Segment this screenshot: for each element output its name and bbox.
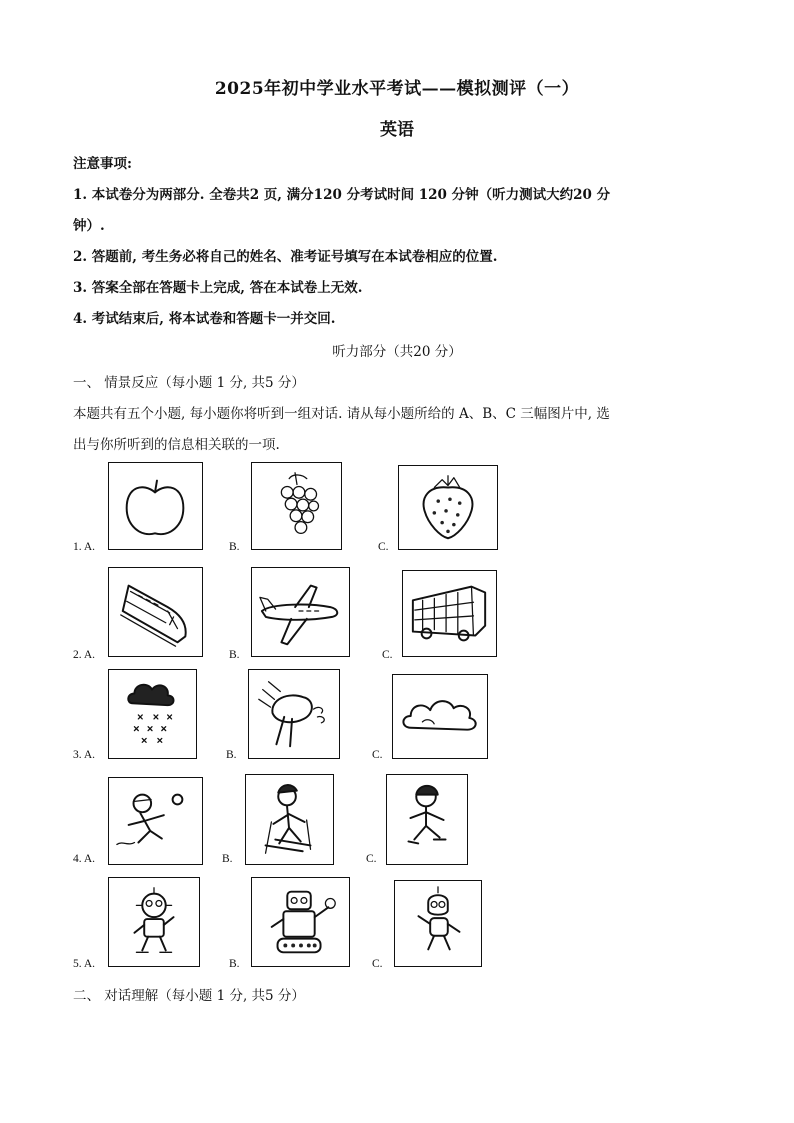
q3-b-label: B. bbox=[226, 749, 237, 761]
q4-b-label: B. bbox=[222, 853, 233, 865]
q1-a-picture[interactable] bbox=[108, 462, 203, 550]
windy-tree-icon bbox=[249, 670, 339, 758]
q1-b-label: B. bbox=[229, 541, 240, 553]
exam-title: 2025年初中学业水平考试——模拟测评（一） bbox=[214, 79, 580, 99]
q5-b-label: B. bbox=[229, 958, 240, 970]
section-2-title: 二、 对话理解（每小题 1 分, 共5 分） bbox=[73, 988, 305, 1004]
note-item-3: 3. 答案全部在答题卡上完成, 答在本试卷上无效. bbox=[73, 280, 363, 296]
notes-heading: 注意事项: bbox=[73, 156, 132, 172]
q5-c-label: C. bbox=[372, 958, 383, 970]
q1-c-picture[interactable] bbox=[398, 465, 498, 550]
q4-a-picture[interactable] bbox=[108, 777, 203, 865]
q3-a-picture[interactable] bbox=[108, 669, 197, 759]
q5-a-label: 5. A. bbox=[73, 958, 96, 970]
skiing-kid-icon bbox=[246, 775, 333, 864]
subject-title: 英语 bbox=[380, 120, 414, 140]
q4-b-picture[interactable] bbox=[245, 774, 334, 865]
robot-c-icon bbox=[395, 881, 481, 966]
robot-b-icon bbox=[252, 878, 349, 966]
airplane-icon bbox=[252, 568, 349, 656]
note-item-1-cont: 钟）. bbox=[73, 218, 105, 234]
q2-c-picture[interactable] bbox=[402, 570, 497, 657]
q1-b-picture[interactable] bbox=[251, 462, 342, 550]
snow-cloud-icon bbox=[109, 670, 196, 758]
apple-icon bbox=[109, 463, 202, 549]
q3-c-label: C. bbox=[372, 749, 383, 761]
q5-c-picture[interactable] bbox=[394, 880, 482, 967]
cloud-icon bbox=[393, 675, 487, 758]
q5-b-picture[interactable] bbox=[251, 877, 350, 967]
section-1-instruction-2: 出与你所听到的信息相关联的一项. bbox=[73, 437, 280, 453]
train-icon bbox=[109, 568, 202, 656]
note-item-1: 1. 本试卷分为两部分. 全卷共2 页, 满分120 分考试时间 120 分钟（听力测试大约20 分 bbox=[73, 187, 611, 203]
q1-a-label: 1. A. bbox=[73, 541, 96, 553]
skating-kid-icon bbox=[387, 775, 467, 864]
grapes-icon bbox=[252, 463, 341, 549]
q2-b-label: B. bbox=[229, 649, 240, 661]
q1-c-label: C. bbox=[378, 541, 389, 553]
q5-a-picture[interactable] bbox=[108, 877, 200, 967]
q4-a-label: 4. A. bbox=[73, 853, 96, 865]
q2-a-picture[interactable] bbox=[108, 567, 203, 657]
snowball-kid-icon bbox=[109, 778, 202, 864]
note-item-4: 4. 考试结束后, 将本试卷和答题卡一并交回. bbox=[73, 311, 336, 327]
q3-c-picture[interactable] bbox=[392, 674, 488, 759]
q2-c-label: C. bbox=[382, 649, 393, 661]
q3-b-picture[interactable] bbox=[248, 669, 340, 759]
q4-c-picture[interactable] bbox=[386, 774, 468, 865]
section-1-title: 一、 情景反应（每小题 1 分, 共5 分） bbox=[73, 375, 305, 391]
q4-c-label: C. bbox=[366, 853, 377, 865]
q2-b-picture[interactable] bbox=[251, 567, 350, 657]
strawberry-icon bbox=[399, 466, 497, 549]
note-item-2: 2. 答题前, 考生务必将自己的姓名、准考证号填写在本试卷相应的位置. bbox=[73, 249, 498, 265]
bus-icon bbox=[403, 571, 496, 656]
q3-a-label: 3. A. bbox=[73, 749, 96, 761]
section-1-instruction-1: 本题共有五个小题, 每小题你将听到一组对话. 请从每小题所给的 A、B、C 三幅图片中, 选 bbox=[73, 406, 610, 422]
listening-heading: 听力部分（共20 分） bbox=[332, 344, 462, 360]
robot-a-icon bbox=[109, 878, 199, 966]
q2-a-label: 2. A. bbox=[73, 649, 96, 661]
